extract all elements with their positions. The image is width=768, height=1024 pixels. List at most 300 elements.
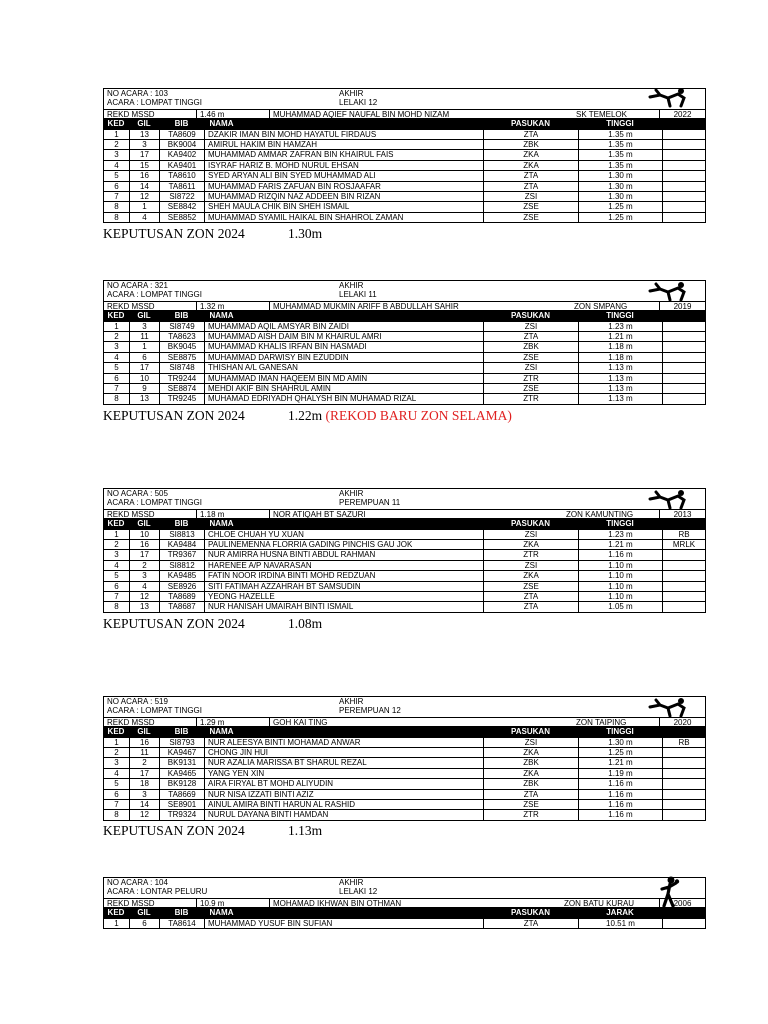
cell-pasukan: ZTR xyxy=(484,394,579,403)
header-result: JARAK xyxy=(606,908,634,918)
cell-result: 1.21 m xyxy=(579,332,663,341)
header-nama: NAMA xyxy=(209,727,234,737)
cell-gil: 17 xyxy=(130,769,160,778)
cell-result: 1.23 m xyxy=(579,322,663,331)
cell-bib: TR9367 xyxy=(160,550,205,559)
record-row xyxy=(103,898,706,908)
table-row xyxy=(103,140,706,150)
event-status: AKHIR xyxy=(339,697,364,706)
cell-pasukan: ZKA xyxy=(484,769,579,778)
cell-ked: 3 xyxy=(104,342,130,351)
record-row xyxy=(103,509,706,519)
cell-gil: 18 xyxy=(130,779,160,788)
cell-nama: SHEH MAULA CHIK BIN SHEH ISMAIL xyxy=(205,202,484,211)
cell-nama: FATIN NOOR IRDINA BINTI MOHD REDZUAN xyxy=(205,571,484,580)
event-number: NO ACARA : 321 xyxy=(107,281,168,290)
header-ked: KED xyxy=(107,519,125,529)
cell-note xyxy=(663,571,705,580)
cell-bib: KA9465 xyxy=(160,769,205,778)
cell-result: 1.30 m xyxy=(579,738,663,747)
record-school: ZON KAMUNTING xyxy=(566,509,634,519)
decision-line xyxy=(103,823,323,839)
record-value: 1.46 m xyxy=(196,110,224,118)
cell-pasukan: ZTA xyxy=(484,171,579,180)
header-bib: BIB xyxy=(174,908,189,918)
event-header-row-2 xyxy=(103,498,706,508)
header-pasukan: PASUKAN xyxy=(511,908,550,918)
header-pasukan: PASUKAN xyxy=(511,727,550,737)
table-row xyxy=(103,769,706,779)
cell-nama: AINUL AMIRA BINTI HARUN AL RASHID xyxy=(205,800,484,809)
cell-nama: NUR AZALIA MARISSA BT SHARUL REZAL xyxy=(205,758,484,767)
event-header-row-2 xyxy=(103,706,706,716)
event-header-row-1 xyxy=(103,280,706,290)
record-holder: GOH KAI TING xyxy=(269,718,328,726)
decision-value: 1.13m xyxy=(288,823,323,838)
cell-bib: BK9045 xyxy=(160,342,205,351)
cell-ked: 1 xyxy=(104,919,130,928)
cell-nama: NUR AMIRRA HUSNA BINTI ABDUL RAHMAN xyxy=(205,550,484,559)
cell-pasukan: ZKA xyxy=(484,150,579,159)
high-jump-icon xyxy=(648,86,688,108)
record-holder: MUHAMMAD MUKMIN ARIFF B ABDULLAH SAHIR xyxy=(269,302,459,310)
cell-pasukan: ZTR xyxy=(484,810,579,819)
event-status: AKHIR xyxy=(339,878,364,887)
cell-note xyxy=(663,758,705,767)
cell-bib: SI8749 xyxy=(160,322,205,331)
cell-ked: 6 xyxy=(104,374,130,383)
cell-result: 1.13 m xyxy=(579,374,663,383)
record-row xyxy=(103,109,706,119)
header-nama: NAMA xyxy=(209,908,234,918)
cell-note xyxy=(663,919,705,928)
cell-nama: MUHAMMAD AISH DAIM BIN M KHAIRUL AMRI xyxy=(205,332,484,341)
cell-gil: 3 xyxy=(130,790,160,799)
cell-ked: 6 xyxy=(104,182,130,191)
cell-pasukan: ZTA xyxy=(484,919,579,928)
record-holder: MUHAMMAD AQIEF NAUFAL BIN MOHD NIZAM xyxy=(269,110,449,118)
event-category: PEREMPUAN 12 xyxy=(339,706,401,716)
cell-pasukan: ZTA xyxy=(484,790,579,799)
event-block xyxy=(103,88,706,223)
cell-gil: 17 xyxy=(130,363,160,372)
cell-nama: MUHAMAD EDRIYADH QHALYSH BIN MUHAMAD RIZAL xyxy=(205,394,484,403)
cell-ked: 2 xyxy=(104,540,130,549)
column-header-row xyxy=(103,119,706,129)
record-school: ZON SMPANG xyxy=(574,301,628,311)
cell-gil: 16 xyxy=(130,171,160,180)
cell-ked: 7 xyxy=(104,592,130,601)
decision-value: 1.22m xyxy=(288,408,323,423)
cell-gil: 9 xyxy=(130,384,160,393)
header-pasukan: PASUKAN xyxy=(511,119,550,129)
table-row xyxy=(103,571,706,581)
cell-bib: KA9484 xyxy=(160,540,205,549)
cell-result: 1.30 m xyxy=(579,171,663,180)
cell-nama: CHONG JIN HUI xyxy=(205,748,484,757)
results-table xyxy=(103,919,706,929)
table-row xyxy=(103,790,706,800)
header-gil: GIL xyxy=(137,727,151,737)
cell-gil: 1 xyxy=(130,202,160,211)
results-table xyxy=(103,530,706,613)
cell-note xyxy=(663,602,705,611)
cell-ked: 2 xyxy=(104,140,130,149)
table-row xyxy=(103,561,706,571)
cell-note xyxy=(663,213,705,222)
cell-result: 1.05 m xyxy=(579,602,663,611)
record-row xyxy=(103,301,706,311)
cell-nama: HARENEE A/P NAVARASAN xyxy=(205,561,484,570)
cell-note xyxy=(663,384,705,393)
high-jump-icon xyxy=(648,280,688,302)
cell-bib: TR9324 xyxy=(160,810,205,819)
cell-result: 1.13 m xyxy=(579,394,663,403)
cell-result: 1.16 m xyxy=(579,779,663,788)
header-ked: KED xyxy=(107,727,125,737)
table-row xyxy=(103,150,706,160)
event-name: ACARA : LOMPAT TINGGI xyxy=(107,706,202,716)
cell-pasukan: ZBK xyxy=(484,758,579,767)
cell-bib: SE8852 xyxy=(160,213,205,222)
cell-bib: BK9131 xyxy=(160,758,205,767)
event-block xyxy=(103,877,706,929)
cell-result: 10.51 m xyxy=(579,919,663,928)
event-name: ACARA : LONTAR PELURU xyxy=(107,887,208,897)
table-row xyxy=(103,363,706,373)
cell-nama: SITI FATIMAH AZZAHRAH BT SAMSUDIN xyxy=(205,582,484,591)
cell-nama: NUR ALEESYA BINTI MOHAMAD ANWAR xyxy=(205,738,484,747)
cell-result: 1.18 m xyxy=(579,342,663,351)
cell-pasukan: ZSE xyxy=(484,800,579,809)
cell-result: 1.16 m xyxy=(579,810,663,819)
event-category: LELAKI 12 xyxy=(339,98,378,108)
header-pasukan: PASUKAN xyxy=(511,519,550,529)
table-row xyxy=(103,192,706,202)
table-row xyxy=(103,738,706,748)
table-row xyxy=(103,332,706,342)
cell-result: 1.21 m xyxy=(579,758,663,767)
cell-note xyxy=(663,394,705,403)
table-row xyxy=(103,919,706,929)
record-school: ZON BATU KURAU xyxy=(564,898,635,908)
cell-bib: KA9467 xyxy=(160,748,205,757)
cell-pasukan: ZBK xyxy=(484,779,579,788)
cell-gil: 4 xyxy=(130,213,160,222)
cell-bib: TA8687 xyxy=(160,602,205,611)
table-row xyxy=(103,748,706,758)
cell-pasukan: ZSE xyxy=(484,353,579,362)
cell-gil: 14 xyxy=(130,182,160,191)
cell-result: 1.35 m xyxy=(579,140,663,149)
cell-ked: 7 xyxy=(104,800,130,809)
header-nama: NAMA xyxy=(209,119,234,129)
event-name: ACARA : LOMPAT TINGGI xyxy=(107,498,202,508)
cell-result: 1.25 m xyxy=(579,748,663,757)
cell-ked: 3 xyxy=(104,550,130,559)
record-year: 2013 xyxy=(659,510,705,518)
cell-ked: 8 xyxy=(104,810,130,819)
header-ked: KED xyxy=(107,908,125,918)
cell-ked: 1 xyxy=(104,530,130,539)
cell-nama: CHLOE CHUAH YU XUAN xyxy=(205,530,484,539)
cell-gil: 12 xyxy=(130,592,160,601)
cell-gil: 13 xyxy=(130,394,160,403)
cell-ked: 8 xyxy=(104,602,130,611)
cell-result: 1.16 m xyxy=(579,800,663,809)
record-label: REKD MSSD xyxy=(107,301,155,311)
event-name: ACARA : LOMPAT TINGGI xyxy=(107,98,202,108)
decision-line xyxy=(103,226,323,242)
cell-pasukan: ZSE xyxy=(484,582,579,591)
header-bib: BIB xyxy=(174,727,189,737)
event-status: AKHIR xyxy=(339,89,364,98)
event-header-row-1 xyxy=(103,88,706,98)
high-jump-icon xyxy=(648,696,688,718)
record-label: REKD MSSD xyxy=(107,109,155,119)
table-row xyxy=(103,161,706,171)
header-result: TINGGI xyxy=(606,119,634,129)
cell-bib: SE8842 xyxy=(160,202,205,211)
cell-pasukan: ZKA xyxy=(484,748,579,757)
cell-ked: 2 xyxy=(104,332,130,341)
event-header-row-1 xyxy=(103,488,706,498)
cell-note xyxy=(663,800,705,809)
cell-ked: 4 xyxy=(104,561,130,570)
cell-pasukan: ZTA xyxy=(484,602,579,611)
cell-ked: 2 xyxy=(104,748,130,757)
decision-note: (REKOD BARU ZON SELAMA) xyxy=(325,408,512,423)
cell-nama: MUHAMMAD SYAMIL HAIKAL BIN SHAHROL ZAMAN xyxy=(205,213,484,222)
cell-note: RB xyxy=(678,529,690,539)
cell-note xyxy=(663,150,705,159)
cell-gil: 11 xyxy=(130,332,160,341)
table-row xyxy=(103,550,706,560)
header-ked: KED xyxy=(107,311,125,321)
column-header-row xyxy=(103,311,706,321)
event-block xyxy=(103,696,706,821)
cell-ked: 6 xyxy=(104,582,130,591)
table-row xyxy=(103,810,706,820)
cell-note xyxy=(663,748,705,757)
record-year: 2022 xyxy=(659,110,705,118)
cell-nama: YEONG HAZELLE xyxy=(205,592,484,601)
header-gil: GIL xyxy=(137,119,151,129)
cell-gil: 10 xyxy=(130,530,160,539)
record-value: 1.29 m xyxy=(196,718,224,726)
table-row xyxy=(103,394,706,404)
cell-pasukan: ZKA xyxy=(484,540,579,549)
header-ked: KED xyxy=(107,119,125,129)
cell-bib: KA9485 xyxy=(160,571,205,580)
cell-bib: SI8748 xyxy=(160,363,205,372)
cell-result: 1.18 m xyxy=(579,353,663,362)
cell-nama: MUHAMMAD AQIL AMSYAR BIN ZAIDI xyxy=(205,322,484,331)
cell-pasukan: ZTA xyxy=(484,182,579,191)
cell-pasukan: ZKA xyxy=(484,571,579,580)
cell-ked: 4 xyxy=(104,353,130,362)
cell-gil: 6 xyxy=(130,353,160,362)
cell-gil: 6 xyxy=(130,919,160,928)
cell-nama: ISYRAF HARIZ B. MOHD NURUL EHSAN xyxy=(205,161,484,170)
record-label: REKD MSSD xyxy=(107,509,155,519)
cell-result: 1.30 m xyxy=(579,182,663,191)
event-name: ACARA : LOMPAT TINGGI xyxy=(107,290,202,300)
cell-note xyxy=(663,332,705,341)
decision-value: 1.30m xyxy=(288,226,323,241)
shot-put-icon xyxy=(656,876,682,908)
cell-pasukan: ZBK xyxy=(484,342,579,351)
cell-ked: 1 xyxy=(104,322,130,331)
header-pasukan: PASUKAN xyxy=(511,311,550,321)
header-result: TINGGI xyxy=(606,519,634,529)
cell-bib: SE8874 xyxy=(160,384,205,393)
cell-result: 1.10 m xyxy=(579,592,663,601)
cell-nama: THISHAN A/L GANESAN xyxy=(205,363,484,372)
table-row xyxy=(103,171,706,181)
cell-gil: 16 xyxy=(130,738,160,747)
column-header-row xyxy=(103,519,706,529)
decision-value: 1.08m xyxy=(288,616,323,631)
header-bib: BIB xyxy=(174,311,189,321)
cell-nama: NUR HANISAH UMAIRAH BINTI ISMAIL xyxy=(205,602,484,611)
event-number: NO ACARA : 505 xyxy=(107,489,168,498)
cell-gil: 3 xyxy=(130,571,160,580)
cell-result: 1.16 m xyxy=(579,790,663,799)
cell-ked: 5 xyxy=(104,363,130,372)
cell-result: 1.35 m xyxy=(579,150,663,159)
record-value: 1.18 m xyxy=(196,510,224,518)
cell-bib: SI8793 xyxy=(160,738,205,747)
cell-ked: 1 xyxy=(104,738,130,747)
table-row xyxy=(103,582,706,592)
event-header-row-1 xyxy=(103,877,706,887)
cell-ked: 4 xyxy=(104,161,130,170)
cell-note xyxy=(663,779,705,788)
cell-result: 1.25 m xyxy=(579,202,663,211)
cell-note xyxy=(663,161,705,170)
decision-label: KEPUTUSAN ZON 2024 xyxy=(103,226,245,241)
cell-ked: 7 xyxy=(104,192,130,201)
cell-gil: 14 xyxy=(130,800,160,809)
record-value: 10.9 m xyxy=(196,899,224,907)
cell-pasukan: ZTA xyxy=(484,130,579,139)
cell-result: 1.13 m xyxy=(579,384,663,393)
table-row xyxy=(103,130,706,140)
cell-bib: TA8611 xyxy=(160,182,205,191)
cell-note xyxy=(663,130,705,139)
cell-pasukan: ZTR xyxy=(484,550,579,559)
cell-nama: PAULINEMENNA FLORRIA GADING PINCHIS GAU JOK xyxy=(205,540,484,549)
event-number: NO ACARA : 104 xyxy=(107,878,168,887)
cell-pasukan: ZSE xyxy=(484,202,579,211)
cell-nama: NUR NISA IZZATI BINTI AZIZ xyxy=(205,790,484,799)
record-row xyxy=(103,717,706,727)
cell-note xyxy=(663,192,705,201)
cell-gil: 12 xyxy=(130,192,160,201)
results-table xyxy=(103,130,706,224)
cell-note xyxy=(663,140,705,149)
event-header-row-1 xyxy=(103,696,706,706)
results-table xyxy=(103,322,706,405)
cell-ked: 4 xyxy=(104,769,130,778)
cell-pasukan: ZSI xyxy=(484,738,579,747)
cell-note xyxy=(663,342,705,351)
cell-note xyxy=(663,202,705,211)
table-row xyxy=(103,530,706,540)
table-row xyxy=(103,384,706,394)
cell-gil: 15 xyxy=(130,161,160,170)
cell-pasukan: ZSI xyxy=(484,192,579,201)
cell-bib: SE8875 xyxy=(160,353,205,362)
high-jump-icon xyxy=(648,488,688,510)
cell-pasukan: ZBK xyxy=(484,140,579,149)
cell-ked: 5 xyxy=(104,571,130,580)
cell-gil: 1 xyxy=(130,342,160,351)
cell-nama: AMIRUL HAKIM BIN HAMZAH xyxy=(205,140,484,149)
cell-bib: SI8813 xyxy=(160,530,205,539)
cell-pasukan: ZKA xyxy=(484,161,579,170)
cell-gil: 13 xyxy=(130,602,160,611)
cell-note xyxy=(663,363,705,372)
cell-gil: 3 xyxy=(130,322,160,331)
table-row xyxy=(103,592,706,602)
cell-result: 1.35 m xyxy=(579,161,663,170)
cell-note xyxy=(663,582,705,591)
header-nama: NAMA xyxy=(209,519,234,529)
cell-result: 1.16 m xyxy=(579,550,663,559)
cell-gil: 4 xyxy=(130,582,160,591)
cell-note: RB xyxy=(678,737,690,747)
cell-pasukan: ZSI xyxy=(484,322,579,331)
event-status: AKHIR xyxy=(339,489,364,498)
cell-ked: 8 xyxy=(104,394,130,403)
event-category: PEREMPUAN 11 xyxy=(339,498,401,508)
cell-bib: KA9402 xyxy=(160,150,205,159)
cell-note xyxy=(663,182,705,191)
cell-pasukan: ZTA xyxy=(484,592,579,601)
event-header-row-2 xyxy=(103,887,706,897)
table-row xyxy=(103,182,706,192)
cell-note xyxy=(663,592,705,601)
table-row xyxy=(103,353,706,363)
cell-ked: 5 xyxy=(104,779,130,788)
event-header-row-2 xyxy=(103,290,706,300)
cell-result: 1.23 m xyxy=(579,530,663,539)
cell-nama: MUHAMMAD DARWISY BIN EZUDDIN xyxy=(205,353,484,362)
table-row xyxy=(103,213,706,223)
cell-note xyxy=(663,353,705,362)
cell-result: 1.10 m xyxy=(579,571,663,580)
cell-note: MRLK xyxy=(672,539,696,549)
cell-gil: 16 xyxy=(130,540,160,549)
cell-nama: MEHDI AKIF BIN SHAHRUL AMIN xyxy=(205,384,484,393)
header-bib: BIB xyxy=(174,519,189,529)
cell-ked: 8 xyxy=(104,202,130,211)
cell-bib: SI8812 xyxy=(160,561,205,570)
cell-note xyxy=(663,322,705,331)
event-number: NO ACARA : 103 xyxy=(107,89,168,98)
decision-line xyxy=(103,616,323,632)
event-category: LELAKI 12 xyxy=(339,887,378,897)
cell-ked: 6 xyxy=(104,790,130,799)
cell-nama: MUHAMMAD AMMAR ZAFRAN BIN KHAIRUL FAIS xyxy=(205,150,484,159)
record-school: ZON TAIPING xyxy=(576,717,627,727)
record-holder: NOR ATIQAH BT SAZURI xyxy=(269,510,366,518)
table-row xyxy=(103,342,706,352)
header-result: TINGGI xyxy=(606,311,634,321)
cell-note xyxy=(663,561,705,570)
